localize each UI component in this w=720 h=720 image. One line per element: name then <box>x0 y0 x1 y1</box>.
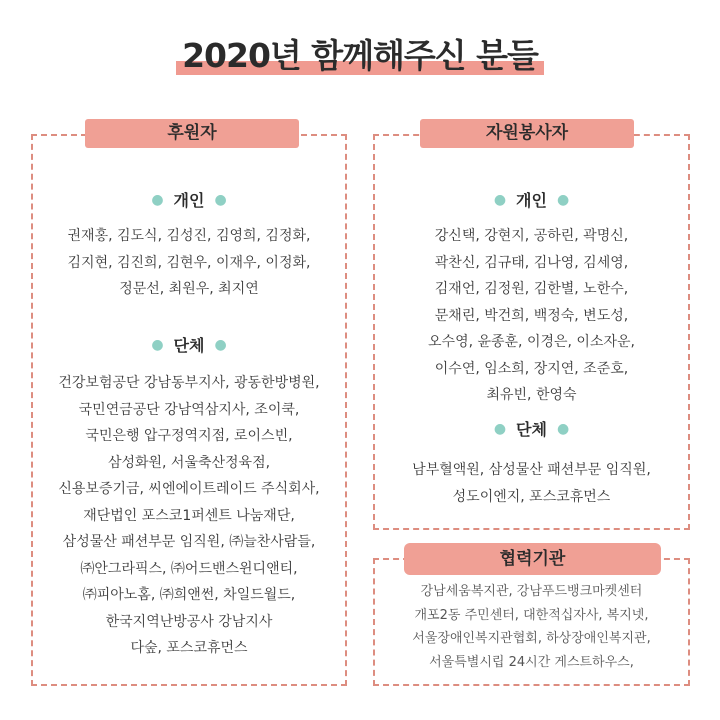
volunteers-individual-line: 강신택, 강현지, 공하린, 곽명신, <box>434 228 629 244</box>
sponsors-group-line: 삼성화원, 서울축산정육점, <box>107 454 271 471</box>
bullet-dot-icon: ● <box>556 421 570 437</box>
partners-header <box>404 543 661 575</box>
volunteers-header-label: 자원봉사자 <box>485 123 569 143</box>
bullet-dot-icon: ● <box>493 421 507 437</box>
sponsors-header <box>85 119 299 148</box>
bullet-dot-icon: ● <box>214 337 227 353</box>
volunteers-individual-heading <box>375 188 688 211</box>
sponsors-group-line: ㈜안그라픽스, ㈜어드밴스윈디앤티, <box>80 560 298 577</box>
volunteers-group-line: 남부혈액원, 삼성물산 패션부문 임직원, <box>412 462 651 478</box>
bullet-dot-icon: ● <box>493 192 507 208</box>
partners-line: 강남세움복지관, 강남푸드뱅크마켓센터 <box>420 584 643 599</box>
page-title-text: 2020년 함께해주신 분들 <box>182 36 538 75</box>
volunteers-individual-line: 최유빈, 한영숙 <box>486 387 577 403</box>
volunteers-group-heading <box>375 417 688 440</box>
sponsors-group-list <box>33 370 345 662</box>
bullet-dot-icon: ● <box>151 192 164 208</box>
volunteers-individual-line: 김재언, 김정원, 김한별, 노한수, <box>434 281 629 297</box>
volunteers-individual-line: 문채린, 박건희, 백정숙, 변도성, <box>434 307 629 324</box>
volunteers-box <box>373 134 690 530</box>
partners-box <box>373 558 690 686</box>
volunteers-group-line: 성도이엔지, 포스코휴먼스 <box>452 488 611 505</box>
sponsors-header-label: 후원자 <box>167 123 217 143</box>
page-title-wrap <box>0 30 720 77</box>
volunteers-group-label: 단체 <box>516 420 547 439</box>
bullet-dot-icon: ● <box>556 192 570 208</box>
sponsors-individual-line: 권재홍, 김도식, 김성진, 김영희, 김정화, <box>67 228 311 244</box>
bullet-dot-icon: ● <box>214 192 227 208</box>
sponsors-group-line: 건강보험공단 강남동부지사, 광동한방병원, <box>58 375 320 391</box>
partners-line: 개포2동 주민센터, 대한적십자사, 복지넷, <box>414 607 649 623</box>
page-title <box>176 30 544 77</box>
sponsors-individual-line: 정문선, 최원우, 최지연 <box>119 281 259 297</box>
sponsors-individual-label: 개인 <box>173 191 205 210</box>
sponsors-group-line: 다숲, 포스코휴먼스 <box>130 640 248 656</box>
volunteers-individual-label: 개인 <box>516 191 547 210</box>
sponsors-group-heading <box>33 333 345 356</box>
sponsors-individual-line: 김지현, 김진희, 김현우, 이재우, 이정화, <box>67 254 311 271</box>
sponsors-group-line: 국민연금공단 강남역삼지사, 조이쿡, <box>78 401 300 418</box>
volunteers-individual-list <box>375 223 688 409</box>
partners-line: 서울장애인복지관협회, 하상장애인복지관, <box>412 631 651 646</box>
sponsors-group-line: 신용보증기금, 씨엔에이트레이드 주식회사, <box>58 481 320 497</box>
sponsors-group-line: ㈜피아노홈, ㈜희앤썬, 차일드월드, <box>82 587 296 603</box>
sponsors-group-label: 단체 <box>173 336 205 355</box>
sponsors-individual-list <box>33 223 345 303</box>
sponsors-group-line: 한국지역난방공사 강남지사 <box>105 613 273 630</box>
volunteers-individual-line: 오수영, 윤종훈, 이경은, 이소자운, <box>428 334 635 350</box>
sponsors-individual-heading <box>33 188 345 211</box>
sponsors-box <box>31 134 347 686</box>
volunteers-individual-line: 이수연, 임소희, 장지연, 조준호, <box>434 360 629 377</box>
volunteers-individual-line: 곽찬신, 김규태, 김나영, 김세영, <box>434 254 629 271</box>
volunteers-header <box>420 119 634 148</box>
partners-header-label: 협력기관 <box>499 549 566 569</box>
partners-line: 서울특별시립 24시간 게스트하우스, <box>429 654 634 670</box>
sponsors-group-line: 재단법인 포스코1퍼센트 나눔재단, <box>83 507 295 524</box>
sponsors-group-line: 삼성물산 패션부문 임직원, ㈜늘찬사람들, <box>62 534 316 550</box>
volunteers-group-list <box>375 457 688 510</box>
bullet-dot-icon: ● <box>151 337 164 353</box>
sponsors-group-line: 국민은행 압구정역지점, 로이스빈, <box>85 428 293 444</box>
partners-list <box>375 580 688 674</box>
